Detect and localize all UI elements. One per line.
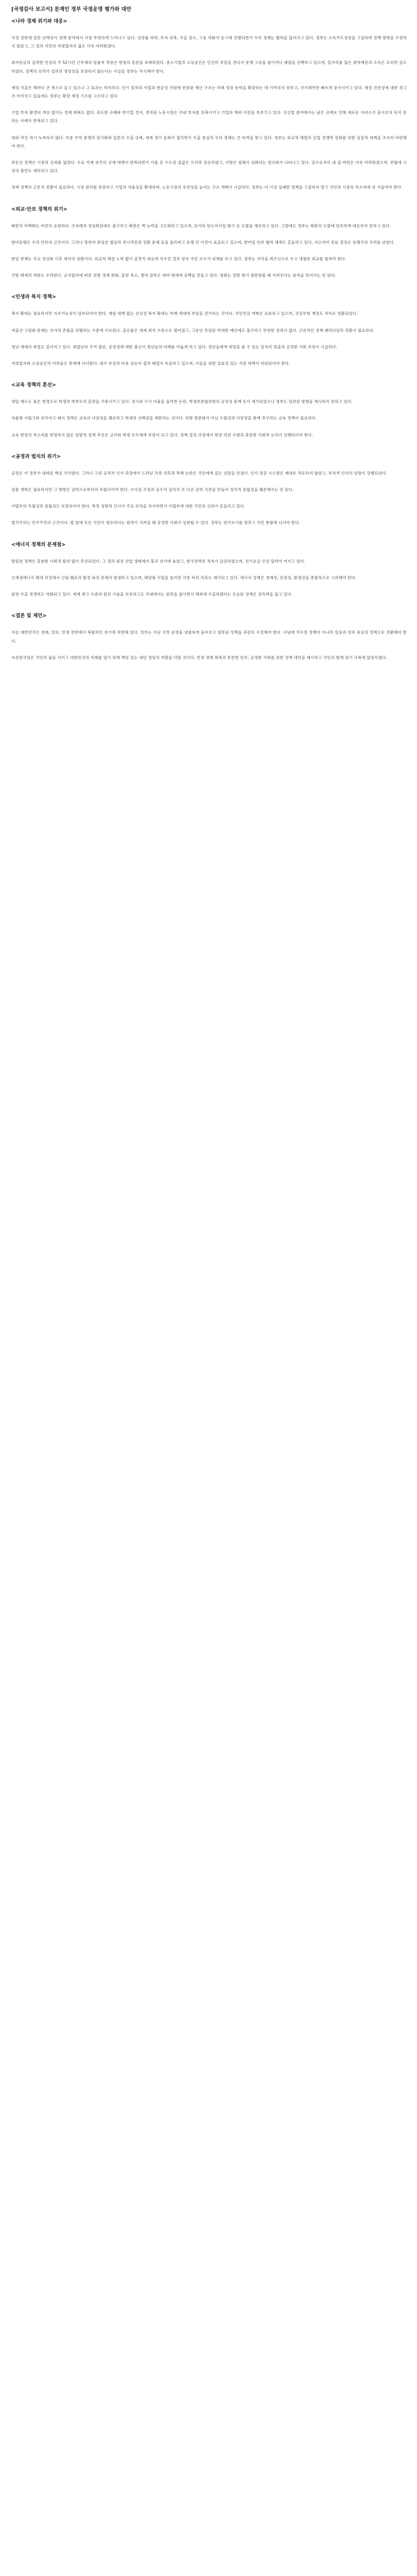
body-paragraph: 한일 관계는 국교 정상화 이후 최악의 상황이다. 외교적 해결 노력 없이 감정적 대응에 치우친 결과 양국 국민 모두가 피해를 보고 있다. 정부는 국익을 최우선으로 두고 냉철한 외교를 펼쳐야 한다. <box>11 257 346 262</box>
body-paragraph: 기업 투자 환경의 개선 없이는 경제 회복도 없다. 과도한 규제와 반기업 정서, 경직된 노동시장은 국내 투자를 위축시키고 기업의 해외 이전을 부추기고 있다. 신산업 분야에서는 낡은 규제로 인해 새로운 서비스가 출시조차 되지 못하는 사례가 반복되고 있다. <box>11 110 407 124</box>
body-paragraph: 청년 세대의 좌절도 깊어지고 있다. 취업난과 주거 불안, 공정성에 대한 불신이 청년들의 미래를 어둡게 하고 있다. 청년들에게 희망을 줄 수 있는 일자리 창출과 공정한 기회 보장이 시급하다. <box>11 344 338 349</box>
body-paragraph: 사법부의 독립성과 중립성도 보장되어야 한다. 특정 성향의 인사가 주요 보직을 차지하면서 사법부에 대한 국민의 신뢰가 흔들리고 있다. <box>11 504 246 509</box>
section-heading: <민생과 복지 정책> <box>11 294 56 300</box>
body-paragraph: 재정 지출은 해마다 큰 폭으로 늘고 있으나 그 효과는 미미하다. 단기 일자리 사업과 현금성 지원에 편중된 예산 구조는 미래 성장 동력을 확충하는 데 기여하지 못하고, 국가채무만 빠르게 증가시키고 있다. 재정 건전성에 대한 경고가 이어지고 있음에도 정부는 확장 재정 기조를 고수하고 있다. <box>11 85 407 99</box>
document-section <box>11 294 407 368</box>
document-section <box>11 613 407 662</box>
body-paragraph: 북한의 비핵화는 여전히 요원하다. 수차례의 정상회담에도 불구하고 북한은 핵 능력을 고도화하고 있으며, 단거리 탄도미사일 발사 등 도발을 계속하고 있다. 그럼에도 정부는 북한의 도발에 단호하게 대응하지 못하고 있다. <box>11 223 391 228</box>
document-body <box>11 19 407 676</box>
section-heading: <에너지 정책의 문제점> <box>11 541 66 548</box>
body-paragraph: 대외 여건 역시 녹록하지 않다. 미중 무역 분쟁의 장기화와 일본의 수출 규제, 세계 경기 둔화가 겹치면서 수출 중심의 우리 경제는 큰 타격을 받고 있다. 정부는 외교적 해법과 산업 경쟁력 강화를 위한 실질적 대책을 조속히 마련해야 한다. <box>11 135 407 148</box>
body-paragraph: 대입 제도는 잦은 변경으로 학생과 학부모의 혼란을 가중시키고 있다. 정시와 수시 비율을 둘러싼 논란, 학생부종합전형의 공정성 문제 등이 제기되었으나 정부는 일관된 방향을 제시하지 못하고 있다. <box>11 399 353 404</box>
body-paragraph: 교육 현장의 목소리를 반영하지 않은 일방적 정책 추진은 교사와 학생 모두에게 부담이 되고 있다. 정책 결정 과정에서 현장 의견 수렴과 충분한 사회적 논의가 선행되어야 한다. <box>11 432 313 437</box>
document-section <box>11 207 407 280</box>
body-paragraph: 저출산·고령화 문제는 국가의 존립을 위협하는 수준에 이르렀다. 출산율은 세계 최저 수준으로 떨어졌고, 그동안 투입된 막대한 예산에도 불구하고 뚜렷한 성과가 없다. 근본적인 정책 패러다임의 전환이 필요하다. <box>11 328 374 333</box>
document-section <box>11 19 407 192</box>
document-section <box>11 454 407 528</box>
document-section <box>11 382 407 439</box>
body-paragraph: 지금 대한민국은 경제, 안보, 민생 전반에서 복합적인 위기에 직면해 있다. 정부는 지난 국정 운영을 냉철하게 돌아보고 잘못된 정책을 과감히 수정해야 한다. 이념에 치우친 정책이 아니라 실용과 성과 중심의 정책으로 전환해야 한다. <box>11 630 407 643</box>
section-heading: <결론 및 제언> <box>11 613 47 619</box>
body-paragraph: 국정 전반에 걸친 난맥상이 경제 분야에서 가장 뚜렷하게 드러나고 있다. 성장률 하락, 투자 위축, 수출 감소, 고용 악화가 동시에 진행되면서 우리 경제는 활력을 잃어가고 있다. 정부는 소득주도성장을 고집하며 정책 방향을 수정하지 않았고, 그 결과 서민과 자영업자의 삶은 더욱 어려워졌다. <box>11 36 407 49</box>
section-heading: <나라 경제 위기와 대응> <box>11 19 67 24</box>
body-paragraph: 자유한국당은 국민의 삶을 지키고 대한민국의 미래를 열기 위해 책임 있는 대안 정당의 역할을 다할 것이다. 민생 경제 회복과 튼튼한 안보, 공정한 사회를 위한 정책 대안을 제시하고 국민과 함께 위기 극복에 앞장서겠다. <box>11 655 387 660</box>
body-paragraph: 원전 수출 경쟁력도 약화되고 있다. 세계 최고 수준의 원전 기술을 보유하고도 국내에서는 원전을 줄이면서 해외에 수출하겠다는 모순된 정책은 설득력을 잃고 있다. <box>11 592 293 597</box>
body-paragraph: 자율형 사립고와 외국어고 폐지 정책은 교육의 다양성을 훼손하고 학생의 선택권을 제한하는 것이다. 하향 평준화가 아닌 수월성과 다양성을 함께 추구하는 교육 정책이 필요하다. <box>11 416 317 421</box>
body-paragraph: 국방 태세의 약화도 우려된다. 군사합의에 따른 전방 경계 완화, 훈련 축소, 병력 감축은 대비 태세에 공백을 만들고 있다. 평화는 강한 힘이 뒷받침될 때 지켜진다는 원칙을 잊어서는 안 된다. <box>11 273 336 278</box>
section-heading: <공정과 법치의 위기> <box>11 453 61 460</box>
body-paragraph: 검찰 개혁은 필요하지만 그 방향은 권력으로부터의 독립이어야 한다. 수사권 조정과 공수처 설치가 또 다른 권력 기관을 만들어 정치적 중립성을 훼손해서는 안 된다. <box>11 487 294 493</box>
body-paragraph: 자영업자와 소상공인의 어려움은 한계에 다다랐다. 내수 부진과 비용 상승이 겹쳐 폐업이 속출하고 있으며, 이들을 위한 실효성 있는 지원 대책이 마련되어야 한다. <box>11 361 290 366</box>
body-paragraph: 한미동맹은 우리 안보의 근간이다. 그러나 방위비 분담금 협상과 전시작전권 전환 문제 등을 둘러싸고 동맹 간 이견이 표출되고 있으며, 한미일 안보 협력 체계도 흔들리고 있다. 지소미아 종료 결정은 동맹국의 우려를 낳았다. <box>11 240 395 245</box>
section-heading: <교육 정책의 혼선> <box>11 382 56 388</box>
body-paragraph: 법치주의는 민주주의의 근간이다. 법 앞에 모든 국민이 평등하다는 원칙이 지켜질 때 공정한 사회가 실현될 수 있다. 정부는 편가르기를 멈추고 국민 통합에 나서야 한다. <box>11 520 301 526</box>
document-section <box>11 542 407 599</box>
document-title: [국정감사 보고서] 문재인 정부 국정운영 평가와 대안 <box>11 7 131 12</box>
body-paragraph: 최저임금의 급격한 인상과 주 52시간 근무제의 일률적 적용은 현장의 혼란을 초래하였다. 중소기업과 소상공인은 인건비 부담을 견디지 못해 고용을 줄이거나 폐업을 선택하고 있으며, 일자리를 잃은 취약계층의 소득은 오히려 감소하였다. 정책의 선의가 결과의 정당성을 보장하지 않는다는 사실을 정부는 직시해야 한다. <box>11 60 407 74</box>
body-paragraph: 신재생에너지 확대 과정에서 산림 훼손과 환경 파괴 문제가 발생하고 있으며, 태양광 사업을 둘러싼 각종 비리 의혹도 제기되고 있다. 에너지 정책은 경제성, 안정성, 환경성을 종합적으로 고려해야 한다. <box>11 575 357 580</box>
body-paragraph: 부동산 정책은 시장의 신뢰를 잃었다. 수요 억제 위주의 규제 대책이 반복되면서 서울 등 수도권 집값은 오히려 상승하였고, 지방은 침체가 심화되는 양극화가 나타나고 있다. 실수요자의 내 집 마련은 더욱 어려워졌으며, 전월세 시장의 불안도 계속되고 있다. <box>11 160 407 174</box>
body-paragraph: 복지 확대는 필요하지만 지속가능성이 담보되어야 한다. 재원 대책 없는 선심성 복지 확대는 미래 세대에 부담을 전가하는 것이다. 국민연금 개혁은 표류하고 있으며, 건강보험 재정도 적자로 전환되었다. <box>11 311 358 316</box>
section-heading: <외교·안보 정책의 위기> <box>11 206 67 212</box>
body-paragraph: 공정은 이 정부가 내세운 핵심 가치였다. 그러나 고위 공직자 인사 과정에서 드러난 각종 의혹과 특혜 논란은 국민에게 깊은 실망을 안겼다. 인사 검증 시스템은 제대로 작동하지 않았고, 부적격 인사의 임명이 강행되었다. <box>11 470 387 476</box>
body-paragraph: 탈원전 정책은 충분한 사회적 합의 없이 추진되었다. 그 결과 원전 산업 생태계가 붕괴 위기에 놓였고, 한국전력의 적자가 급증하였으며, 전기요금 인상 압력이 커지고 있다. <box>11 558 305 564</box>
body-paragraph: 경제 정책의 근본적 전환이 필요하다. 시장 원리를 존중하고 기업의 자율성을 확대하며, 노동시장의 유연성을 높이는 구조 개혁이 시급하다. 정부는 더 이상 실패한 정책을 고집하지 말고 국민과 시장의 목소리에 귀 기울여야 한다. <box>11 185 403 190</box>
